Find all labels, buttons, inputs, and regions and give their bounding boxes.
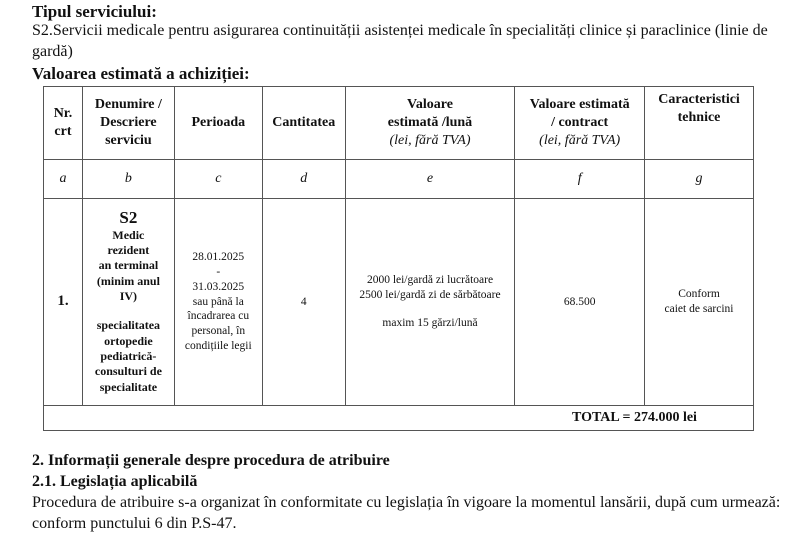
row-period-line: - [216,266,221,279]
legislation-paragraph-line1: Procedura de atribuire s-a organizat în conformitate cu legislația în vigoare la momentul lansării, după cum urmează: [32,494,781,511]
row-desc-line: an terminal [98,258,159,273]
letter-b: b [82,160,174,199]
letter-e: e [345,160,515,199]
letter-d: d [262,160,345,199]
table-row [44,199,754,406]
header-denumire-line: Descriere [100,115,157,131]
header-caracteristici-line: Caracteristici [658,92,740,107]
row-desc-line: (minim anul [96,273,160,288]
row-service-code: S2 [119,207,138,227]
letter-c: c [174,160,262,199]
table-letter-row [44,160,754,199]
header-valoare-luna [345,87,515,160]
row-desc-line: specialitatea [96,318,161,333]
header-caracteristici [645,87,754,160]
row-period [174,199,262,406]
section-2-1-heading: 2.1. Legislația aplicabilă [32,473,198,490]
row-value-month-line: 2500 lei/gardă zi de sărbătoare [359,288,501,301]
table-total-row [44,406,754,431]
row-value-contract: 68.500 [515,199,645,406]
row-period-line: 28.01.2025 [192,251,245,264]
estimated-value-table [43,86,754,431]
estimated-value-heading: Valoarea estimată a achiziției: [32,64,250,83]
row-desc-line: specialitate [99,379,158,394]
header-nr-line: Nr. [53,106,73,122]
header-valoare-luna-line: Valoare [407,97,453,113]
header-valoare-luna-unit: (lei, fără TVA) [389,132,471,148]
service-description-line2: gardă) [32,43,73,60]
row-period-line: încadrarea cu [187,310,250,323]
row-value-month [345,199,515,406]
row-tech-line: Conform [678,288,720,301]
row-desc-line: pediatrică- [100,349,157,364]
row-description [82,199,174,406]
header-caracteristici-line: tehnice [677,109,721,125]
letter-g: g [645,160,754,199]
header-nr-line: crt [54,124,72,139]
header-valoare-contract [515,87,645,160]
section-2-heading: 2. Informații generale despre procedura de atribuire [32,452,390,469]
row-period-line: 31.03.2025 [192,280,245,293]
row-tech-line: caiet de sarcini [664,303,734,315]
header-cantitatea: Cantitatea [262,87,345,160]
header-denumire-line: serviciu [105,132,152,148]
row-desc-line: consulturi de [94,364,162,379]
legislation-paragraph-line2: conform punctului 6 din P.S-47. [32,515,237,532]
service-type-heading: Tipul serviciului: [32,2,157,21]
row-value-month-line: maxim 15 gărzi/lună [382,317,478,330]
header-nr [44,87,83,160]
header-valoare-luna-line: estimată /lună [387,115,473,131]
row-desc-line: IV) [119,288,138,303]
row-period-line: sau până la [192,295,244,308]
header-valoare-contract-line: Valoare estimată [529,97,630,113]
row-quantity: 4 [262,199,345,406]
row-nr: 1. [44,199,83,406]
header-valoare-contract-unit: (lei, fără TVA) [539,132,621,148]
row-desc-line: ortopedie [104,333,153,348]
row-value-month-line: 2000 lei/gardă zi lucrătoare [366,273,494,286]
header-perioada: Perioada [174,87,262,160]
row-desc-line: rezident [107,242,150,257]
header-valoare-contract-line: / contract [551,115,609,131]
letter-f: f [515,160,645,199]
row-tech [645,199,754,406]
row-period-line: condițiile legii [184,339,252,352]
letter-a: a [44,160,83,199]
service-description-line1: S2.Servicii medicale pentru asigurarea continuității asistenței medicale în specialități clinice și paraclinice (linie de [32,22,768,39]
table-header-row [44,87,754,160]
row-period-line: personal, în [191,325,246,338]
header-denumire [82,87,174,160]
total-value: TOTAL = 274.000 lei [44,406,754,431]
row-desc-line: Medic [112,227,145,242]
header-denumire-line: Denumire / [94,97,162,113]
